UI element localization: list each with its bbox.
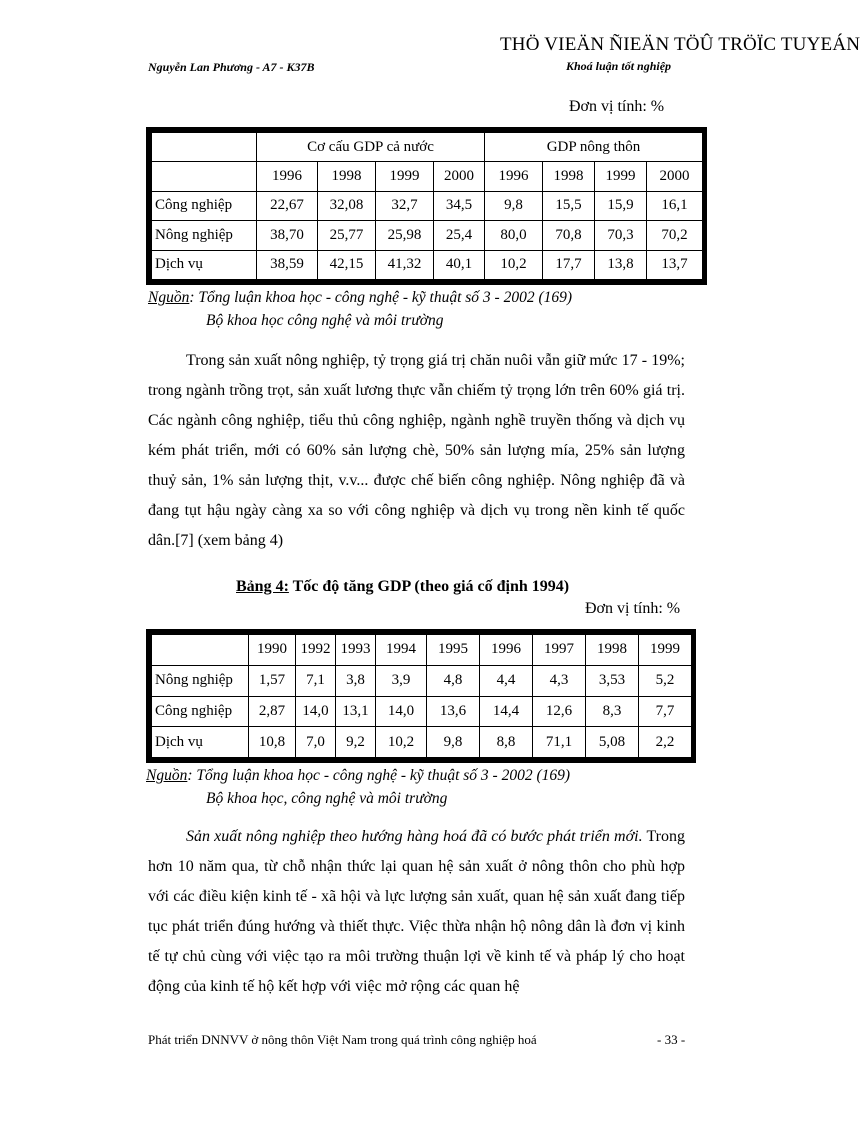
table-cell: 3,9: [376, 665, 427, 696]
table2-year-header: 1990: [249, 635, 296, 666]
row-label: Công nghiệp: [152, 696, 249, 727]
table-cell: 15,9: [595, 191, 647, 220]
table1-year-header: 1996: [257, 162, 318, 191]
table2-year-header: 1997: [533, 635, 586, 666]
page-number: - 33 -: [657, 1032, 686, 1047]
table-row: [152, 727, 692, 758]
table-cell: 8,8: [480, 727, 533, 758]
table-cell: 38,70: [257, 221, 318, 250]
paragraph-lead-italic: Sản xuất nông nghiệp theo hướng hàng hoá đã có bước phát triển mới.: [186, 828, 643, 845]
table-cell: 17,7: [543, 250, 595, 279]
table2-year-header: 1992: [296, 635, 336, 666]
table1-group-header: Cơ cấu GDP cả nước: [257, 133, 485, 162]
row-label: Dịch vụ: [152, 727, 249, 758]
table-cell: 16,1: [647, 191, 703, 220]
table-cell: 9,2: [336, 727, 376, 758]
table-cell: 5,2: [639, 665, 692, 696]
table-cell: 7,1: [296, 665, 336, 696]
table2-year-header: 1995: [427, 635, 480, 666]
table-cell: 80,0: [485, 221, 543, 250]
table-cell: 4,3: [533, 665, 586, 696]
table-cell: 42,15: [318, 250, 376, 279]
table-cell: 25,98: [376, 221, 434, 250]
table-cell: 34,5: [434, 191, 485, 220]
table1-corner-cell: [152, 133, 257, 162]
table1-year-header: 1998: [318, 162, 376, 191]
table-row: [152, 696, 692, 727]
table2-year-header: 1993: [336, 635, 376, 666]
caption-label: Bảng 4:: [236, 578, 289, 595]
table-cell: 13,7: [647, 250, 703, 279]
table-cell: 13,8: [595, 250, 647, 279]
table-cell: 3,53: [586, 665, 639, 696]
paragraph-1: [148, 346, 685, 556]
table-cell: 3,8: [336, 665, 376, 696]
table-cell: 40,1: [434, 250, 485, 279]
source-text: : Tổng luận khoa học - công nghệ - kỹ thuật số 3 - 2002 (169): [187, 767, 571, 784]
table-cell: 71,1: [533, 727, 586, 758]
table-cell: 9,8: [485, 191, 543, 220]
table-cell: 22,67: [257, 191, 318, 220]
row-label: Dịch vụ: [152, 250, 257, 279]
table-row: [152, 250, 703, 279]
table1-year-header: 1996: [485, 162, 543, 191]
source-label: Nguồn: [148, 289, 190, 306]
table-cell: 14,0: [376, 696, 427, 727]
table-cell: 2,2: [639, 727, 692, 758]
table-cell: 14,4: [480, 696, 533, 727]
table-cell: 10,2: [376, 727, 427, 758]
table2-year-header: 1996: [480, 635, 533, 666]
table2-source: [146, 767, 570, 785]
table-cell: 13,6: [427, 696, 480, 727]
table-cell: 25,4: [434, 221, 485, 250]
table2-year-header: 1994: [376, 635, 427, 666]
table-cell: 41,32: [376, 250, 434, 279]
paragraph-2: [148, 822, 685, 1002]
table1-corner-cell: [152, 162, 257, 191]
table2-caption: [236, 578, 569, 596]
table1-year-header: 2000: [647, 162, 703, 191]
table1: [146, 127, 707, 285]
table1-group-header: GDP nông thôn: [485, 133, 703, 162]
table-cell: 7,7: [639, 696, 692, 727]
table-cell: 5,08: [586, 727, 639, 758]
table-cell: 4,4: [480, 665, 533, 696]
table2-year-row: [152, 635, 692, 666]
table2-unit: Đơn vị tính: %: [585, 600, 681, 617]
footer-title: Phát triển DNNVV ở nông thôn Việt Nam trong quá trình công nghiệp hoá: [148, 1032, 537, 1047]
caption-text: Tốc độ tăng GDP (theo giá cố định 1994): [288, 578, 570, 595]
row-label: Công nghiệp: [152, 191, 257, 220]
table1-source: [148, 289, 572, 307]
table-row: [152, 665, 692, 696]
paragraph-text: [148, 822, 685, 1002]
table-row: [152, 191, 703, 220]
author-header: Nguyễn Lan Phương - A7 - K37B: [148, 60, 315, 74]
paragraph-body: Trong hơn 10 năm qua, từ chỗ nhận thức lại quan hệ sản xuất ở nông thôn cho phù hợp với các điều kiện kinh tế - xã hội và lực lượng sản xuất, quan hệ sản xuất đang tiếp tục phát triển đúng hướng và thiết thực. Việc thừa nhận hộ nông dân là đơn vị kinh tế tự chủ cùng với việc tạo ra môi trường thuận lợi về kinh tế và pháp lý cho hoạt động của kinh tế hộ kết hợp với việc mở rộng các quan hệ: [148, 828, 686, 995]
table-cell: 14,0: [296, 696, 336, 727]
table-cell: 25,77: [318, 221, 376, 250]
table-cell: 32,7: [376, 191, 434, 220]
table1-year-row: [152, 162, 703, 191]
watermark-header: THÖ VIEÄN ÑIEÄN TÖÛ TRÖÏC TUYEÁN: [500, 34, 860, 55]
table-cell: 15,5: [543, 191, 595, 220]
table-cell: 7,0: [296, 727, 336, 758]
thesis-header: Khoá luận tốt nghiệp: [566, 59, 672, 73]
table2-year-header: 1999: [639, 635, 692, 666]
table-cell: 70,2: [647, 221, 703, 250]
table1-source-publisher: Bộ khoa học công nghệ và môi trường: [206, 312, 444, 329]
paragraph-text: Trong sản xuất nông nghiệp, tỷ trọng giá trị chăn nuôi vẫn giữ mức 17 - 19%; trong ngành trồng trọt, sản xuất lương thực vẫn chiếm tỷ trọng lớn trên 60% giá trị. Các ngành công nghiệp, tiểu thủ công nghiệp, ngành nghề truyền thống và dịch vụ kém phát triển, mới có 60% sản lượng chè, 50% sản lượng mía, 25% sản lượng thuỷ sản, 1% sản lượng thịt, v.v... được chế biến công nghiệp. Nông nghiệp đã và đang tụt hậu ngày càng xa so với công nghiệp và dịch vụ trong nền kinh tế quốc dân.[7] (xem bảng 4): [148, 352, 685, 549]
table1-unit: Đơn vị tính: %: [569, 98, 665, 115]
row-label: Nông nghiệp: [152, 665, 249, 696]
table-cell: 2,87: [249, 696, 296, 727]
table-cell: 1,57: [249, 665, 296, 696]
table2-source-publisher: Bộ khoa học, công nghệ và môi trường: [206, 790, 448, 807]
table1-grid: [151, 132, 703, 280]
table-cell: 8,3: [586, 696, 639, 727]
table-row: [152, 221, 703, 250]
table-cell: 13,1: [336, 696, 376, 727]
table-cell: 9,8: [427, 727, 480, 758]
source-label: Nguồn: [146, 767, 188, 784]
row-label: Nông nghiệp: [152, 221, 257, 250]
table1-year-header: 1999: [376, 162, 434, 191]
table-cell: 12,6: [533, 696, 586, 727]
table-cell: 10,8: [249, 727, 296, 758]
table-cell: 38,59: [257, 250, 318, 279]
table2-grid: [151, 634, 692, 758]
table1-group-row: [152, 133, 703, 162]
table2-year-header: 1998: [586, 635, 639, 666]
table-cell: 4,8: [427, 665, 480, 696]
table2-corner-cell: [152, 635, 249, 666]
source-text: : Tổng luận khoa học - công nghệ - kỹ thuật số 3 - 2002 (169): [189, 289, 573, 306]
table-cell: 32,08: [318, 191, 376, 220]
table1-year-header: 2000: [434, 162, 485, 191]
table2: [146, 629, 696, 763]
table-cell: 10,2: [485, 250, 543, 279]
table-cell: 70,3: [595, 221, 647, 250]
table-cell: 70,8: [543, 221, 595, 250]
table1-year-header: 1999: [595, 162, 647, 191]
table1-year-header: 1998: [543, 162, 595, 191]
